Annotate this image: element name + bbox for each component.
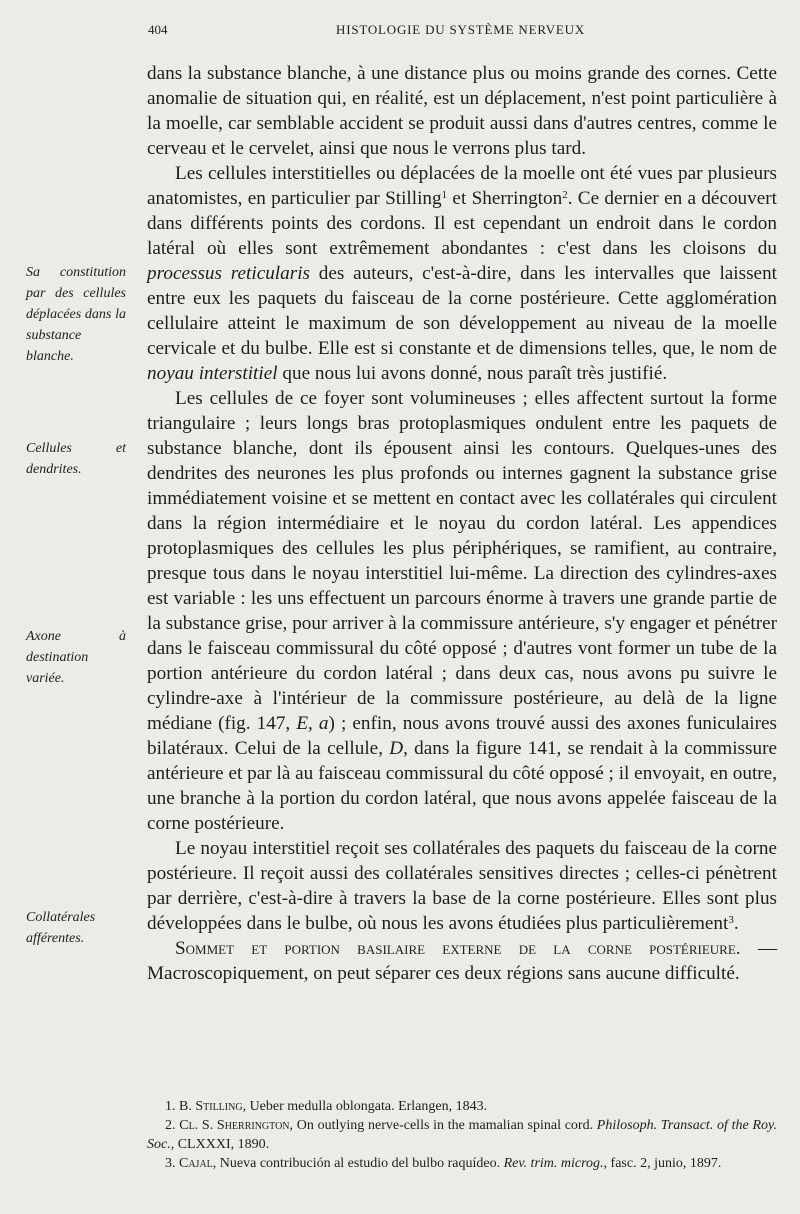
paragraph-2: Les cellules interstitielles ou déplacées de la moelle ont été vues par plusieurs anatomistes, en particulier par Stilling$^1$ et Sherrington$^2$. Ce dernier en a découvert dans différents points des cordons. Il est cependant un endroit dans le cordon latéral où elles sont extrêmement abondantes : c'est dans les cloisons du processus reticularis des auteurs, c'est-à-dire, dans les intervalles que laissent entre eux les paquets du faisceau de la corne postérieure. Cette agglomération cellulaire atteint le maximum de son développement au niveau de la moelle cervicale et du bulbe. Elle est si constante et de dimensions telles, que, le nom de noyau interstitiel que nous lui avons donné, nous paraît très justifié. — [147, 163, 777, 384]
footnote-ref-2[interactable]: 2 — [562, 189, 568, 201]
margin-note-afferent: Collatérales afférentes. — [26, 910, 96, 946]
footnote-1: 1. B. Stilling, Ueber medulla oblongata. Erlangen, 1843. — [165, 1099, 488, 1114]
paragraph-1: dans la substance blanche, à une distance plus ou moins grande des cornes. Cette anomalie de situation qui, en réalité, est un déplacement, n'est point particulière à la moelle, car semblable accident se produit aussi dans d'autres centres, comme le cerveau et le cervelet, ainsi que nous le verrons plus tard. — [147, 63, 777, 159]
margin-note-cells-dendrites: Cellules et dendrites. — [26, 441, 126, 477]
main-text — [147, 61, 777, 986]
section-heading: Sommet et portion basilaire externe de la corne postérieure. — [175, 938, 741, 959]
paragraph-3: Les cellules de ce foyer sont volumineuses ; elles affectent surtout la forme triangulaire ; leurs longs bras protoplasmiques ondulent entre les paquets de substance blanche, dont ils épousent ainsi les contours. Quelques-unes des dendrites des neurones les plus profonds ou internes gagnent la substance grise immédiatement voisine et se mettent en contact avec les collatérales qui circulent dans la région intermédiaire et le noyau du cordon latéral. Les appendices protoplasmiques des cellules les plus périphériques, se ramifient, au contraire, presque tous dans le noyau interstitiel lui-même. La direction des cylindres-axes est variable : les uns effectuent un parcours énorme à travers une grande partie de la substance grise, pour arriver à la commissure antérieure, s'y engager et pénétrer dans le faisceau commissural du côté opposé ; d'autres vont former un tube de la portion antérieure du cordon latéral ; dans deux cas, nous avons pu suivre le cylindre-axe à l'intérieur de la commissure postérieure, au delà de la ligne médiane (fig. 147, E, a) ; enfin, nous avons trouvé aussi des axones funiculaires bilatéraux. Celui de la cellule, D, dans la figure 141, se rendait à la commissure antérieure et par là au faisceau commissural du côté opposé ; il envoyait, en outre, une branche à la portion du cordon latéral, que nous avons appelée faisceau de la corne postérieure. — [147, 388, 777, 834]
paragraph-4: Le noyau interstitiel reçoit ses collatérales des paquets du faisceau de la corne postérieure. Il reçoit aussi des collatérales sensitives directes ; celles-ci pénètrent par derrière, c'est-à-dire à travers la base de la corne postérieure. Elles sont plus développées dans le bulbe, où nous les avons étudiées plus particulièrement$^3$. — [147, 838, 777, 934]
footnote-ref-1[interactable]: 1 — [441, 189, 448, 201]
running-header — [148, 22, 780, 42]
margin-note-axon: Axone à destination variée. — [26, 629, 126, 686]
footnote-2: 2. Cl. S. Sherrington, On outlying nerve-cells in the mamalian spinal cord. Philosoph. Transact. of the Roy. Soc., CLXXXI, 1890. — [147, 1118, 777, 1152]
page-number: 404 — [148, 22, 168, 37]
paragraph-5: Sommet et portion basilaire externe de la corne postérieure. — Macroscopiquement, on peut séparer ces deux régions sans aucune difficulté. — [147, 938, 778, 984]
footnote-ref-3[interactable]: 3 — [728, 914, 734, 926]
footnote-3: 3. Cajal, Nueva contribución al estudio del bulbo raquídeo. Rev. trim. microg., fasc. 2, junio, 1897. — [165, 1156, 722, 1171]
running-title: HISTOLOGIE DU SYSTÈME NERVEUX — [336, 22, 586, 37]
margin-note-constitution: Sa constitution par des cellules déplacées dans la substance blanche. — [26, 265, 126, 364]
footnotes — [147, 1097, 777, 1173]
